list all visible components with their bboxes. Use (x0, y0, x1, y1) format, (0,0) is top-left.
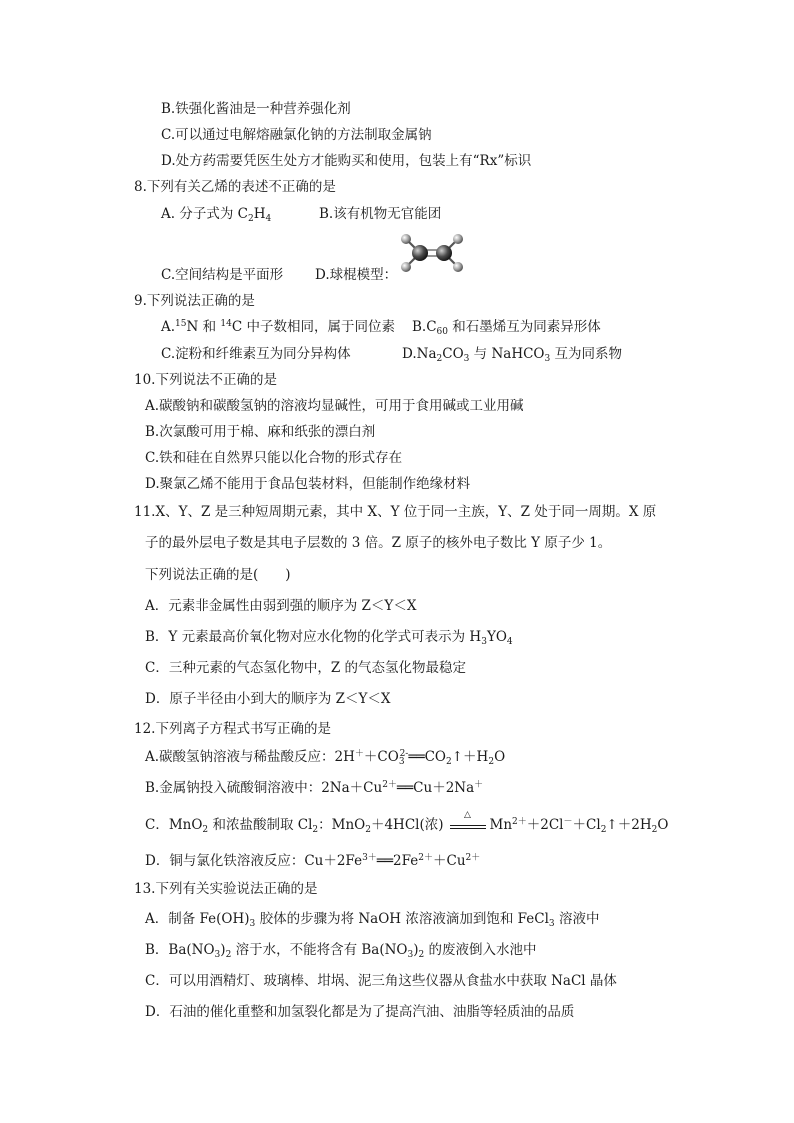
ball-and-stick-model-image (394, 229, 470, 277)
question-8-stem: 8.下列有关乙烯的表述不正确的是 (134, 179, 336, 195)
option-12d: D．铜与氯化铁溶液反应：$Cu+2Fe^{3+}══2Fe^{2+}+Cu^{2+}$ (145, 853, 481, 869)
question-13-stem: 13.下列有关实验说法正确的是 (134, 881, 318, 897)
option-10b: B.次氯酸可用于棉、麻和纸张的漂白剂 (145, 424, 376, 440)
option-8a: A. 分子式为 $C_2H_4$ (161, 206, 272, 224)
option-9a: A.$^{15}$N 和 $^{14}$C 中子数相同，属于同位素 (161, 319, 395, 335)
option-7d: D.处方药需要凭医生处方才能购买和使用，包装上有“Rx”标识 (161, 153, 532, 169)
option-13b: B．$Ba(NO_3)_2$ 溶于水，不能将含有 $Ba(NO_3)_2$ 的废液倒入水池中 (145, 942, 537, 960)
heat-triangle-icon: △ (464, 810, 471, 820)
option-8d: D.球棍模型： (315, 267, 398, 283)
option-11d: D．原子半径由小到大的顺序为 Z＜Y＜X (145, 691, 391, 707)
option-9c: C.淀粉和纤维素互为同分异构体 (161, 346, 351, 362)
option-11b: B．Y 元素最高价氧化物对应水化物的化学式可表示为 $H_3YO_4$ (145, 629, 513, 647)
option-7b: B.铁强化酱油是一种营养强化剂 (161, 101, 351, 117)
option-12b: B.金属钠投入硫酸铜溶液中：$2Na+Cu^{2+}══Cu+2Na^+$ (145, 780, 484, 796)
question-11-stem-line1: 11.X、Y、Z 是三种短周期元素，其中 X、Y 位于同一主族，Y、Z 处于同一周期。X 原 (134, 504, 657, 520)
option-11c: C．三种元素的气态氢化物中，Z 的气态氢化物最稳定 (145, 660, 467, 676)
option-8b: B.该有机物无官能团 (319, 206, 442, 222)
option-13d: D．石油的催化重整和加氢裂化都是为了提高汽油、油脂等轻质油的品质 (145, 1004, 575, 1020)
question-12-stem: 12.下列离子方程式书写正确的是 (134, 721, 331, 737)
option-12a: A.碳酸氢钠溶液与稀盐酸反应：$2H^++CO_3^{2-}══CO_2↑+H_2O$ (145, 749, 506, 767)
question-9-stem: 9.下列说法正确的是 (134, 293, 255, 309)
option-10c: C.铁和硅在自然界只能以化合物的形式存在 (145, 450, 403, 466)
question-10-stem: 10.下列说法不正确的是 (134, 372, 277, 388)
option-7c: C.可以通过电解熔融氯化钠的方法制取金属钠 (161, 127, 432, 143)
option-13c: C．可以用酒精灯、玻璃棒、坩埚、泥三角这些仪器从食盐水中获取 NaCl 晶体 (145, 973, 617, 989)
option-9b: $B.C_{60}$ 和石墨烯互为同素异形体 (412, 319, 601, 337)
option-9d: $D.Na_2CO_3$ 与 NaHCO$_3$ 互为同系物 (402, 346, 623, 364)
option-8c: C.空间结构是平面形 (161, 267, 284, 283)
option-12c: C．MnO$_2$ 和浓盐酸制取 $Cl_2$：MnO$_2$＋4HCl(浓) △ $Mn^{2+}+2Cl^-+Cl_2↑+2H_2O$ (145, 810, 669, 835)
option-10a: A.碳酸钠和碳酸氢钠的溶液均显碱性，可用于食用碱或工业用碱 (145, 398, 524, 414)
heating-reaction-arrow (450, 810, 486, 834)
option-11a: A．元素非金属性由弱到强的顺序为 Z＜Y＜X (145, 598, 417, 614)
question-11-stem-line3: 下列说法正确的是( ) (145, 567, 291, 583)
question-11-stem-line2: 子的最外层电子数是其电子层数的 3 倍。Z 原子的核外电子数比 Y 原子少 1。 (145, 535, 612, 551)
option-10d: D.聚氯乙烯不能用于食品包装材料，但能制作绝缘材料 (145, 476, 471, 492)
option-13a: A．制备 $Fe(OH)_3$ 胶体的步骤为将 NaOH 浓溶液滴加到饱和 FeCl$_3$ 溶液中 (145, 911, 600, 929)
